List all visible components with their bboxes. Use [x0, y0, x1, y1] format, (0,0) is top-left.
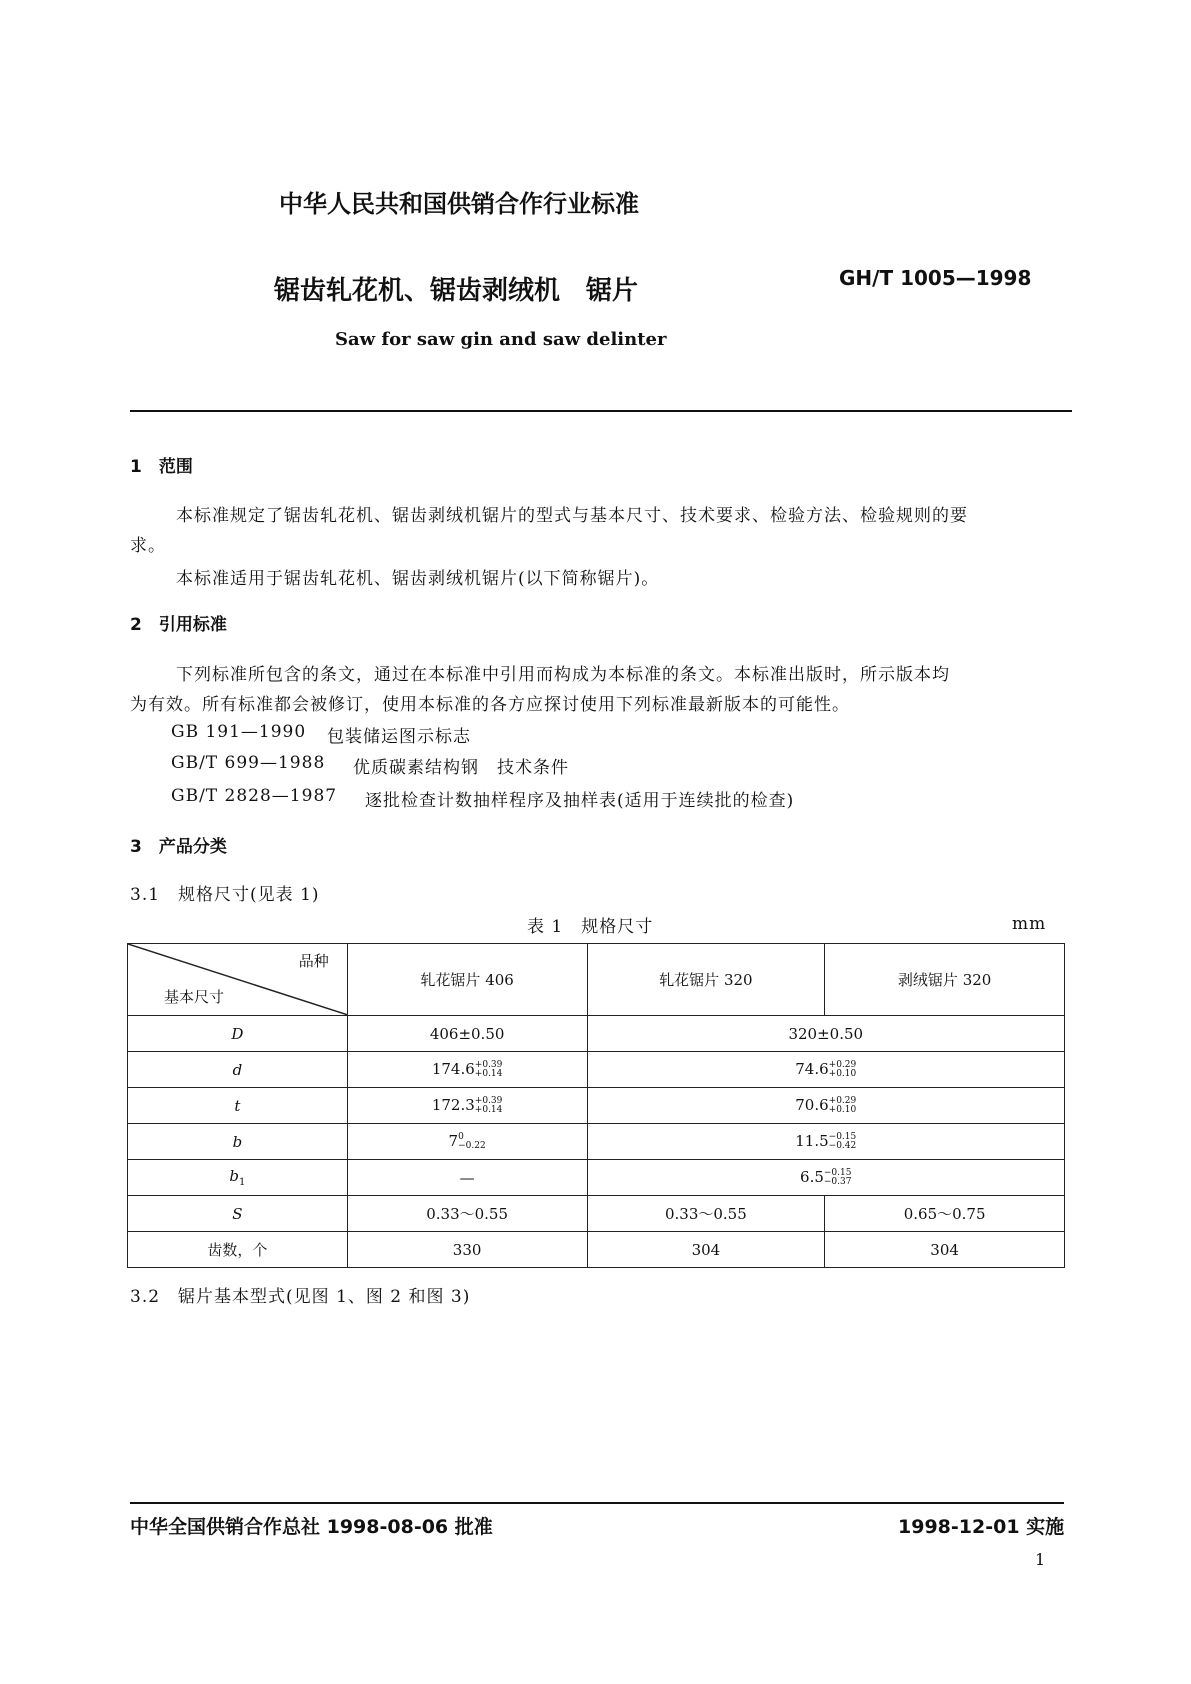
cell: 6.5 −0.15 −0.37 — [587, 1160, 1064, 1196]
reference-code: GB/T 2828—1987 — [171, 786, 338, 806]
cell: 0.65～0.75 — [825, 1196, 1065, 1232]
paragraph: 本标准适用于锯齿轧花机、锯齿剥绒机锯片(以下简称锯片)。 — [176, 569, 660, 589]
reference-code: GB/T 699—1988 — [171, 753, 326, 773]
approval-text: 中华全国供销合作总社 1998-08-06 批准 — [130, 1516, 493, 1538]
column-header: 剥绒锯片 320 — [825, 944, 1065, 1016]
row-label: b — [229, 1167, 239, 1185]
cell: 0.33～0.55 — [347, 1196, 587, 1232]
row-label: 齿数，个 — [128, 1232, 348, 1268]
page-number: 1 — [1035, 1550, 1046, 1569]
document-title-cn: 锯齿轧花机、锯齿剥绒机 锯片 — [274, 276, 639, 306]
cell: 304 — [825, 1232, 1065, 1268]
corner-header — [128, 944, 348, 1016]
table-row — [128, 1088, 1065, 1124]
section-2-heading: 2 引用标准 — [130, 615, 227, 635]
table-unit: mm — [1012, 914, 1047, 934]
cell: 406±0.50 — [347, 1016, 587, 1052]
column-header: 轧花锯片 406 — [347, 944, 587, 1016]
reference-name: 优质碳素结构钢 技术条件 — [353, 758, 569, 778]
table-row — [128, 1016, 1065, 1052]
header-rule — [130, 410, 1072, 412]
paragraph: 下列标准所包含的条文，通过在本标准中引用而构成为本标准的条文。本标准出版时，所示版本均 — [176, 665, 950, 685]
paragraph: 本标准规定了锯齿轧花机、锯齿剥绒机锯片的型式与基本尺寸、技术要求、检验方法、检验规则的要 — [176, 506, 968, 526]
footer-rule — [130, 1502, 1064, 1504]
row-label: d — [232, 1060, 243, 1079]
table-row — [128, 1232, 1065, 1268]
cell: 74.6 +0.29 +0.10 — [587, 1052, 1064, 1088]
cell: 7 0 −0.22 — [347, 1124, 587, 1160]
row-label: b — [232, 1132, 243, 1151]
table-row: $b_1$ — 6.5 −0.15 −0.37 — [128, 1160, 1065, 1196]
cell: 304 — [587, 1232, 825, 1268]
row-label: S — [232, 1204, 243, 1223]
corner-top-label: 品种 — [298, 952, 329, 970]
cell: — — [347, 1160, 587, 1196]
reference-code: GB 191—1990 — [171, 722, 307, 742]
column-header: 轧花锯片 320 — [587, 944, 825, 1016]
table-row — [128, 1052, 1065, 1088]
standard-code: GH/T 1005—1998 — [839, 266, 1032, 290]
row-label: D — [231, 1024, 244, 1043]
corner-bottom-label: 基本尺寸 — [164, 988, 225, 1006]
table-row — [128, 1124, 1065, 1160]
table-row — [128, 1196, 1065, 1232]
cell: 11.5 −0.15 −0.42 — [587, 1124, 1064, 1160]
row-label: t — [234, 1096, 241, 1115]
cell: 70.6 +0.29 +0.10 — [587, 1088, 1064, 1124]
reference-name: 包装储运图示标志 — [327, 727, 471, 747]
paragraph: 求。 — [130, 536, 166, 556]
effective-date: 1998-12-01 实施 — [898, 1516, 1065, 1538]
paragraph: 为有效。所有标准都会被修订，使用本标准的各方应探讨使用下列标准最新版本的可能性。 — [130, 695, 850, 715]
cell: 330 — [347, 1232, 587, 1268]
section-1-heading: 1 范围 — [130, 457, 193, 477]
cell: 0.33～0.55 — [587, 1196, 825, 1232]
section-3-2: 3.2 锯片基本型式(见图 1、图 2 和图 3) — [130, 1287, 471, 1307]
org-standard-header: 中华人民共和国供销合作行业标准 — [279, 190, 639, 218]
reference-name: 逐批检查计数抽样程序及抽样表(适用于连续批的检查) — [365, 791, 795, 811]
spec-table — [127, 943, 1065, 1268]
section-3-heading: 3 产品分类 — [130, 837, 227, 857]
cell: 174.6 +0.39 +0.14 — [347, 1052, 587, 1088]
section-3-1: 3.1 规格尺寸(见表 1) — [130, 885, 320, 905]
document-title-en: Saw for saw gin and saw delinter — [335, 329, 667, 350]
cell: 320±0.50 — [587, 1016, 1064, 1052]
cell: 172.3 +0.39 +0.14 — [347, 1088, 587, 1124]
table-caption: 表 1 规格尺寸 — [527, 917, 654, 937]
